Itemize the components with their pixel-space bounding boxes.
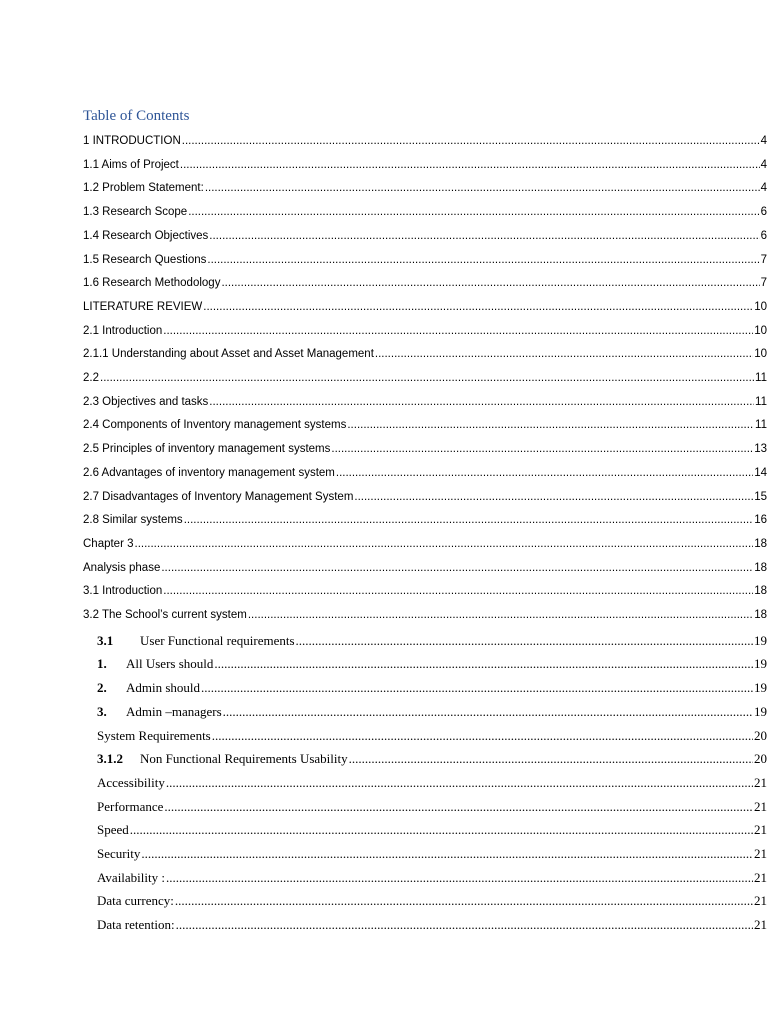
toc-dot-leader [205, 182, 760, 194]
toc-entry-label: System Requirements [97, 727, 211, 743]
toc-entry-label: Data currency: [97, 893, 174, 909]
toc-dot-leader [164, 799, 753, 815]
toc-entry-page-number: 4 [760, 182, 767, 195]
toc-entry-page-number: 19 [754, 632, 767, 648]
toc-entry[interactable] [97, 846, 767, 866]
toc-entry-label: 3.2 The School’s current system [83, 609, 247, 621]
toc-entry-number: 1. [97, 656, 107, 672]
toc-entry-page-number: 10 [754, 324, 767, 337]
toc-dot-leader [100, 372, 754, 384]
toc-entry-page-number: 21 [754, 917, 767, 933]
toc-entry-label: 1 INTRODUCTION [83, 135, 181, 147]
toc-entry[interactable] [83, 538, 767, 558]
toc-entry-number: 3. [97, 703, 107, 719]
toc-entry-page-number: 14 [754, 466, 767, 479]
toc-dot-leader [207, 254, 759, 266]
toc-entry-page-number: 18 [754, 609, 767, 621]
toc-dot-leader [176, 917, 753, 933]
toc-entry-label: Availability : [97, 869, 165, 885]
toc-entry-page-number: 18 [754, 561, 767, 574]
toc-dot-leader [347, 419, 754, 431]
toc-dot-leader [180, 159, 760, 171]
toc-entry[interactable] [83, 159, 767, 179]
toc-dot-leader [223, 704, 753, 720]
toc-entry-label: 1.1 Aims of Project [83, 158, 179, 171]
toc-entry[interactable] [83, 182, 767, 202]
toc-entry-label: All Users should [126, 656, 214, 672]
toc-entry-label: Chapter 3 [83, 537, 134, 550]
toc-entry-page-number: 16 [754, 514, 767, 527]
toc-entry[interactable] [83, 491, 767, 511]
toc-entry[interactable] [83, 467, 767, 487]
toc-entry-number: 3.1.2 [97, 751, 123, 767]
toc-dot-leader [296, 633, 753, 649]
toc-dot-leader [203, 301, 753, 313]
toc-entry[interactable] [83, 325, 767, 345]
toc-dot-leader [182, 135, 760, 147]
toc-entry[interactable] [83, 514, 767, 534]
toc-dot-leader [141, 846, 753, 862]
toc-entry-label: 2.6 Advantages of inventory management system [83, 466, 335, 479]
toc-entry-label: LITERATURE REVIEW [83, 300, 203, 313]
toc-entry[interactable] [83, 443, 767, 463]
toc-entry-label: 1.3 Research Scope [83, 206, 188, 219]
toc-entry[interactable] [97, 822, 767, 842]
toc-entry[interactable] [83, 254, 767, 274]
toc-entry-page-number: 21 [754, 869, 767, 885]
toc-dot-leader [354, 491, 753, 503]
toc-entry[interactable] [97, 775, 767, 795]
toc-entry[interactable] [83, 562, 767, 582]
toc-entry-page-number: 11 [755, 419, 767, 432]
toc-entry-page-number: 15 [754, 490, 767, 503]
toc-entry-page-number: 19 [754, 680, 767, 696]
toc-entry-page-number: 18 [754, 585, 767, 598]
toc-entry-page-number: 21 [754, 798, 767, 814]
toc-entry-label: 2.7 Disadvantages of Inventory Management System [83, 490, 354, 503]
toc-entry-label: 2.3 Objectives and tasks [83, 395, 209, 408]
toc-entry[interactable] [97, 728, 767, 748]
toc-entry-label: 2.8 Similar systems [83, 514, 183, 527]
toc-entry-page-number: 20 [754, 727, 767, 743]
toc-dot-leader [135, 538, 754, 550]
toc-entry[interactable] [97, 870, 767, 890]
toc-entry[interactable] [83, 585, 767, 605]
toc-entry[interactable] [83, 277, 767, 297]
toc-entry-label: User Functional requirements [140, 632, 295, 648]
toc-entry[interactable] [83, 135, 767, 155]
toc-entry-label: 2.1 Introduction [83, 324, 163, 337]
toc-entry[interactable] [97, 680, 767, 700]
toc-entry-page-number: 18 [754, 537, 767, 550]
toc-entry-label: Analysis phase [83, 561, 161, 574]
toc-entry-label: 2.4 Components of Inventory management systems [83, 419, 347, 432]
toc-title: Table of Contents [83, 108, 190, 124]
toc-entry-page-number: 21 [754, 893, 767, 909]
toc-entry-page-number: 4 [760, 135, 767, 147]
toc-dot-leader [331, 443, 753, 455]
toc-entry-label: Accessibility [97, 774, 165, 790]
toc-entry[interactable] [83, 301, 767, 321]
toc-entry-page-number: 19 [754, 656, 767, 672]
toc-entry-label: Data retention: [97, 917, 175, 933]
toc-entry-page-number: 20 [754, 751, 767, 767]
toc-entry-number: 3.1 [97, 632, 114, 648]
toc-entry[interactable] [83, 372, 767, 392]
toc-entry-label: Non Functional Requirements Usability [140, 751, 348, 767]
toc-entry-label: Security [97, 846, 141, 861]
toc-entry[interactable] [83, 396, 767, 416]
toc-dot-leader [201, 680, 753, 696]
toc-dot-leader [209, 230, 759, 242]
toc-entry-label: 3.1 Introduction [83, 585, 163, 598]
toc-entry-label: 2.5 Principles of inventory management systems [83, 443, 331, 456]
toc-entry-page-number: 4 [760, 158, 767, 171]
toc-entry[interactable] [83, 348, 767, 368]
toc-entry-page-number: 7 [760, 277, 767, 290]
toc-entry[interactable] [97, 633, 767, 653]
toc-dot-leader [163, 585, 753, 597]
toc-dot-leader [163, 325, 753, 337]
toc-entry-page-number: 6 [760, 206, 767, 219]
toc-dot-leader [161, 562, 753, 574]
toc-dot-leader [175, 893, 753, 909]
toc-entry-page-number: 11 [755, 372, 767, 384]
toc-entry[interactable] [97, 656, 767, 676]
toc-entry-page-number: 21 [754, 822, 767, 838]
toc-entry[interactable] [97, 893, 767, 913]
toc-dot-leader [214, 656, 753, 672]
toc-entry-page-number: 21 [754, 774, 767, 790]
toc-entry-page-number: 19 [754, 703, 767, 719]
toc-dot-leader [130, 822, 753, 838]
toc-dot-leader [336, 467, 753, 479]
toc-entry-label: Performance [97, 798, 164, 814]
toc-dot-leader [375, 348, 753, 360]
toc-dot-leader [248, 609, 753, 621]
toc-entry-label: Speed [97, 822, 129, 838]
toc-dot-leader [221, 277, 759, 289]
toc-entry-number: 2. [97, 680, 107, 696]
toc-entry-label: 1.4 Research Objectives [83, 229, 209, 242]
toc-entry[interactable] [97, 751, 767, 771]
toc-entry-label: 2.2 [83, 372, 99, 384]
toc-dot-leader [188, 206, 759, 218]
toc-dot-leader [212, 728, 753, 744]
toc-entry[interactable] [97, 799, 767, 819]
toc-entry-label: 1.2 Problem Statement: [83, 182, 204, 195]
toc-entry[interactable] [97, 917, 767, 937]
toc-entry-label: 2.1.1 Understanding about Asset and Asset Management [83, 348, 374, 361]
toc-entry-page-number: 11 [755, 395, 767, 408]
toc-dot-leader [166, 775, 753, 791]
toc-entry-page-number: 13 [754, 443, 767, 456]
toc-entry-page-number: 10 [754, 348, 767, 361]
toc-dot-leader [166, 870, 753, 886]
toc-entry-label: 1.5 Research Questions [83, 253, 207, 266]
toc-entry[interactable] [83, 230, 767, 250]
toc-dot-leader [184, 514, 754, 526]
toc-dot-leader [349, 751, 753, 767]
toc-entry-label: 1.6 Research Methodology [83, 277, 221, 290]
toc-entry[interactable] [83, 419, 767, 439]
toc-entry[interactable] [83, 609, 767, 629]
toc-entry-label: Admin should [126, 680, 201, 696]
toc-entry[interactable] [97, 704, 767, 724]
toc-entry-page-number: 10 [754, 300, 767, 313]
toc-entry-page-number: 7 [760, 253, 767, 266]
toc-entry-label: Admin –managers [126, 703, 222, 719]
toc-entry-page-number: 21 [754, 846, 767, 861]
toc-entry-page-number: 6 [760, 229, 767, 242]
toc-dot-leader [209, 396, 754, 408]
toc-entry[interactable] [83, 206, 767, 226]
